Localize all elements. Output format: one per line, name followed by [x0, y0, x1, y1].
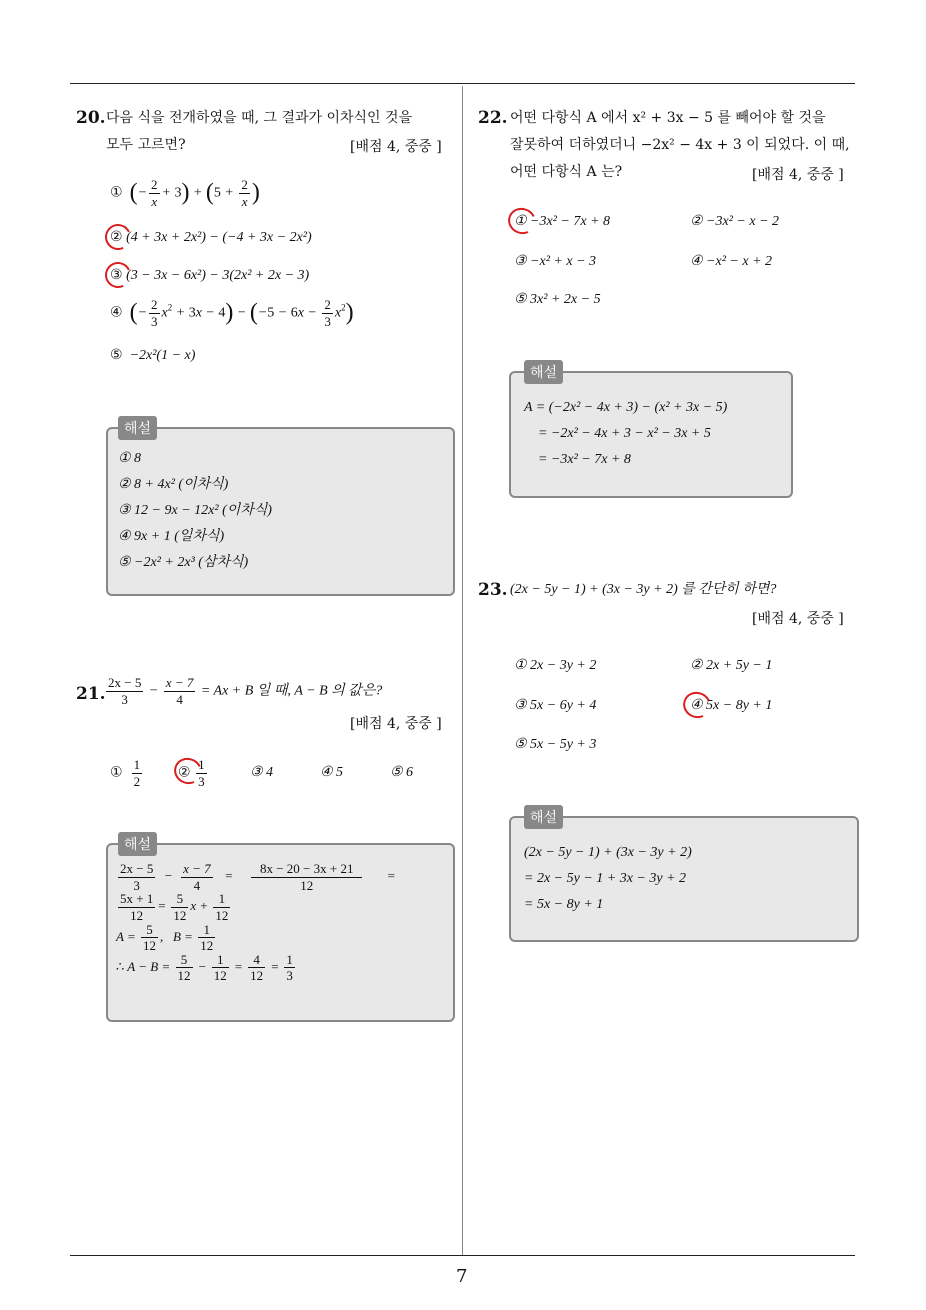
q22-text-line2: 잘못하여 더하였더니 −2x² − 4x + 3 이 되었다. 이 때,: [510, 137, 850, 153]
q23-option-5: ⑤ 5x − 5y + 3: [514, 737, 597, 752]
q21-option-2-marker: ②: [178, 764, 191, 781]
q20-number: 20.: [76, 108, 106, 128]
q20-text-line2: 모두 고르면?: [106, 137, 186, 153]
q20-solution-label: 해설: [118, 416, 157, 440]
q21-solution-line: $\frac{2x - 5}{3}$ − $\frac{x - 7}{4}$ = $\frac{8x - 20 - 3x + 21}{12}$ =: [120, 861, 396, 893]
q23-solution-label: 해설: [524, 805, 563, 829]
q20-solution-line: ⑤ −2x² + 2x³ (삼차식): [118, 555, 249, 570]
q23-solution-line: (2x − 5y − 1) + (3x − 3y + 2): [524, 845, 692, 860]
q20-option-2-expr: (4 + 3x + 2x²) − (−4 + 3x − 2x²): [126, 230, 312, 245]
q22-answer-mark: [504, 204, 539, 238]
q21-option-2: ② $\frac{1}{3}$: [178, 757, 205, 789]
q22-solution-line: = −2x² − 4x + 3 − x² − 3x + 5: [538, 426, 711, 441]
q21-solution: [116, 862, 395, 983]
q20-option-4: ④ (− $\frac{2}{3}$ $x^2 + 3x - 4) - (-5 - 6x$ − $\frac{2}{3}$ $x^2$): [110, 297, 354, 329]
q20-solution: [118, 446, 272, 576]
q22-solution-line: A = (−2x² − 4x + 3) − (x² + 3x − 5): [524, 400, 728, 415]
q21-option-3: ③ 4: [250, 765, 274, 780]
q20-answer-mark-2: [101, 220, 134, 253]
q20-text-line1: 다음 식을 전개하였을 때, 그 결과가 이차식인 것을: [106, 110, 413, 126]
q23-text: (2x − 5y − 1) + (3x − 3y + 2) 를 간단히 하면?: [510, 582, 777, 597]
q22-number: 22.: [478, 108, 508, 128]
q22-text-line1: 어떤 다항식 A 에서 x² + 3x − 5 를 빼어야 할 것을: [510, 110, 826, 126]
q21-option-5: ⑤ 6: [390, 765, 414, 780]
q22-option-5: ⑤ 3x² + 2x − 5: [514, 292, 601, 307]
q20-option-3-expr: (3 − 3x − 6x²) − 3(2x² + 2x − 3): [126, 268, 310, 283]
q22-option-2: ② −3x² − x − 2: [690, 214, 780, 229]
q22-solution-label: 해설: [524, 360, 563, 384]
q20-option-1: ① (− $\frac{2}{x}$ + 3) + (5 + $\frac{2}{x}$ ): [110, 177, 260, 209]
q21-text-tail: = Ax + B 일 때, A − B 의 값은?: [200, 683, 383, 699]
q22-solution: [524, 395, 727, 473]
q20-option-5-expr: −2x²(1 − x): [129, 348, 196, 363]
q20-points: [배점 4, 중중 ]: [350, 139, 442, 155]
q23-answer-mark: [679, 688, 714, 722]
q20-option-4-marker: ④: [110, 304, 123, 321]
q23-option-2: ② 2x + 5y − 1: [690, 658, 773, 673]
q20-option-3: [110, 267, 309, 284]
q21-option-1-marker: ①: [110, 764, 123, 781]
q23-solution-line: = 5x − 8y + 1: [524, 897, 604, 912]
page-number: 7: [456, 1266, 468, 1287]
q20-solution-line: ② 8 + 4x² (이차식): [118, 477, 229, 492]
q23-option-1: ① 2x − 3y + 2: [514, 658, 597, 673]
q21-option-4: ④ 5: [320, 765, 344, 780]
q20-option-5: [110, 347, 195, 364]
q21-points: [배점 4, 중중 ]: [350, 716, 442, 732]
q21-option-1: ① $\frac{1}{2}$: [110, 757, 141, 789]
q23-option-4: ④ 5x − 8y + 1: [690, 698, 773, 713]
q20-solution-line: ① 8: [118, 451, 142, 466]
q21-text: $\frac{2x - 5}{3}$ − $\frac{x - 7}{4}$ = Ax + B 일 때, A − B 의 값은?: [108, 675, 383, 707]
q22-solution-line: = −3x² − 7x + 8: [538, 452, 631, 467]
q20-solution-line: ③ 12 − 9x − 12x² (이차식): [118, 503, 272, 518]
q23-option-3: ③ 5x − 6y + 4: [514, 698, 597, 713]
top-rule: [70, 83, 855, 84]
q20-option-1-marker: ①: [110, 184, 123, 201]
bottom-rule: [70, 1255, 855, 1256]
q22-option-4: ④ −x² − x + 2: [690, 254, 773, 269]
q22-text-line3: 어떤 다항식 A 는?: [510, 164, 623, 180]
column-divider: [462, 86, 463, 1255]
q20-option-5-marker: ⑤: [110, 347, 123, 363]
q23-number: 23.: [478, 580, 508, 600]
q21-solution-line: $\frac{5x + 1}{12}$ = $\frac{5}{12}$ x + $\frac{1}{12}$: [120, 891, 229, 923]
q20-option-3-marker: ③: [110, 267, 123, 283]
q22-option-1: ① −3x² − 7x + 8: [514, 214, 611, 229]
q23-solution-line: = 2x − 5y − 1 + 3x − 3y + 2: [524, 871, 687, 886]
q22-option-3: ③ −x² + x − 3: [514, 254, 597, 269]
q20-solution-line: ④ 9x + 1 (일차식): [118, 529, 225, 544]
q21-number: 21.: [76, 684, 106, 704]
q21-solution-label: 해설: [118, 832, 157, 856]
q22-points: [배점 4, 중중 ]: [752, 167, 844, 183]
q21-solution-line: A = $\frac{5}{12}$ , B = $\frac{1}{12}$: [116, 921, 214, 954]
q20-answer-mark-3: [101, 258, 134, 291]
q21-solution-line: ∴ A − B = $\frac{5}{12}$ − $\frac{1}{12}$ = $\frac{4}{12}$ = $\frac{1}{3}$: [116, 951, 293, 984]
q20-option-2-marker: ②: [110, 229, 123, 245]
q23-points: [배점 4, 중중 ]: [752, 611, 844, 627]
q20-option-2: [110, 229, 312, 246]
q23-solution: [524, 840, 692, 918]
